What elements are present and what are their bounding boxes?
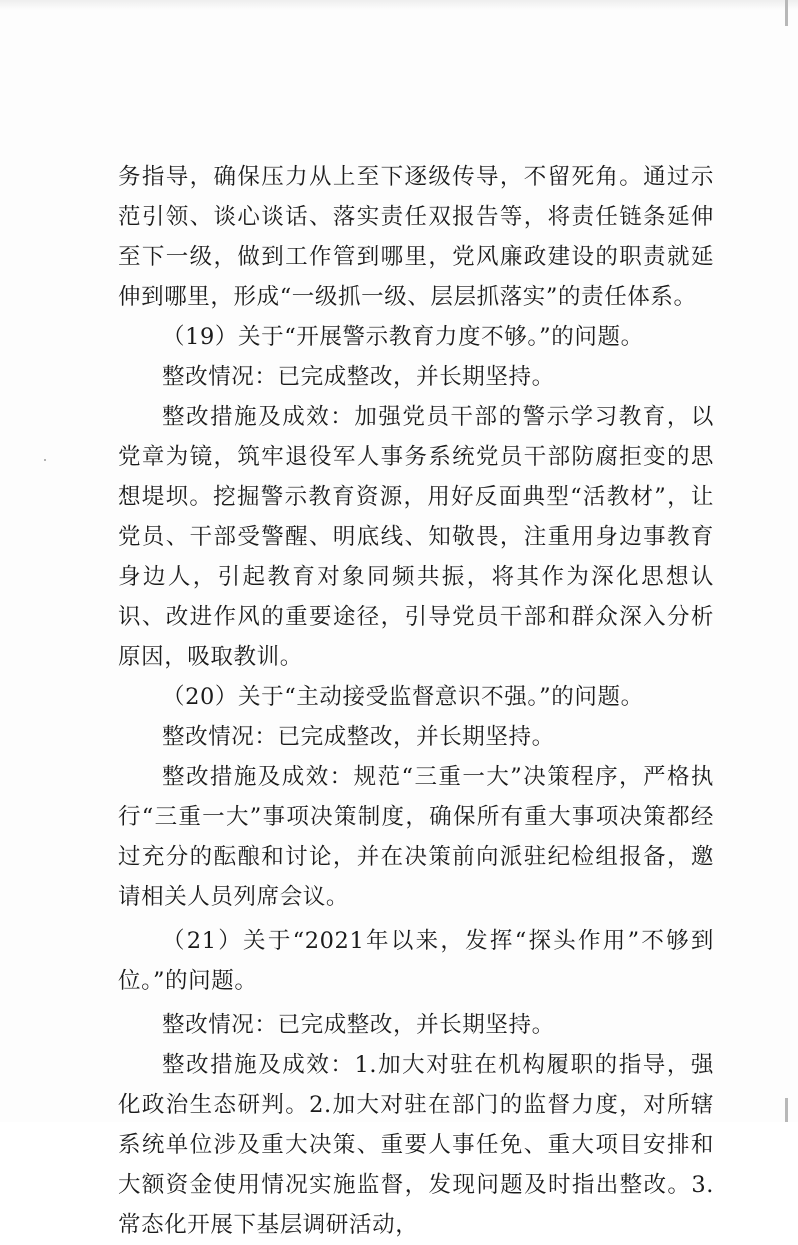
scan-top-shade [0, 0, 798, 10]
document-body [118, 157, 714, 1245]
issue-heading-20: （20）关于“主动接受监督意识不强。”的问题。 [162, 684, 644, 710]
scan-edge-mark-top [785, 0, 788, 26]
issue-heading-21: （21）关于“2021年以来，发挥“探头作用”不够到位。”的问题。 [118, 928, 714, 994]
rectification-measures-21: 整改措施及成效：1.加大对驻在机构履职的指导，强化政治生态研判。2.加大对驻在部门的监督力度，对所辖系统单位涉及重大决策、重要人事任免、重大项目安排和大额资金使用情况实施监督，发现问题及时指出整改。3.常态化开展下基层调研活动， [118, 1052, 714, 1238]
rectification-status-21: 整改情况：已完成整改，并长期坚持。 [162, 1012, 555, 1038]
scan-speck [44, 459, 46, 461]
scan-edge-mark-bottom [785, 1098, 788, 1122]
rectification-measures-20: 整改措施及成效：规范“三重一大”决策程序，严格执行“三重一大”事项决策制度，确保所有重大事项决策都经过充分的酝酿和讨论，并在决策前向派驻纪检组报备，邀请相关人员列席会议。 [118, 764, 714, 910]
rectification-status-20: 整改情况：已完成整改，并长期坚持。 [162, 724, 555, 750]
paragraph-continuation: 务指导，确保压力从上至下逐级传导，不留死角。通过示范引领、谈心谈话、落实责任双报告等，将责任链条延伸至下一级，做到工作管到哪里，党风廉政建设的职责就延伸到哪里，形成“一级抓一级、层层抓落实”的责任体系。 [118, 164, 714, 310]
rectification-measures-19: 整改措施及成效：加强党员干部的警示学习教育，以党章为镜，筑牢退役军人事务系统党员干部防腐拒变的思想堤坝。挖掘警示教育资源，用好反面典型“活教材”，让党员、干部受警醒、明底线、知敬畏，注重用身边事教育身边人，引起教育对象同频共振，将其作为深化思想认识、改进作风的重要途径，引导党员干部和群众深入分析原因，吸取教训。 [118, 404, 714, 670]
issue-heading-19: （19）关于“开展警示教育力度不够。”的问题。 [162, 324, 644, 350]
rectification-status-19: 整改情况：已完成整改，并长期坚持。 [162, 364, 555, 390]
